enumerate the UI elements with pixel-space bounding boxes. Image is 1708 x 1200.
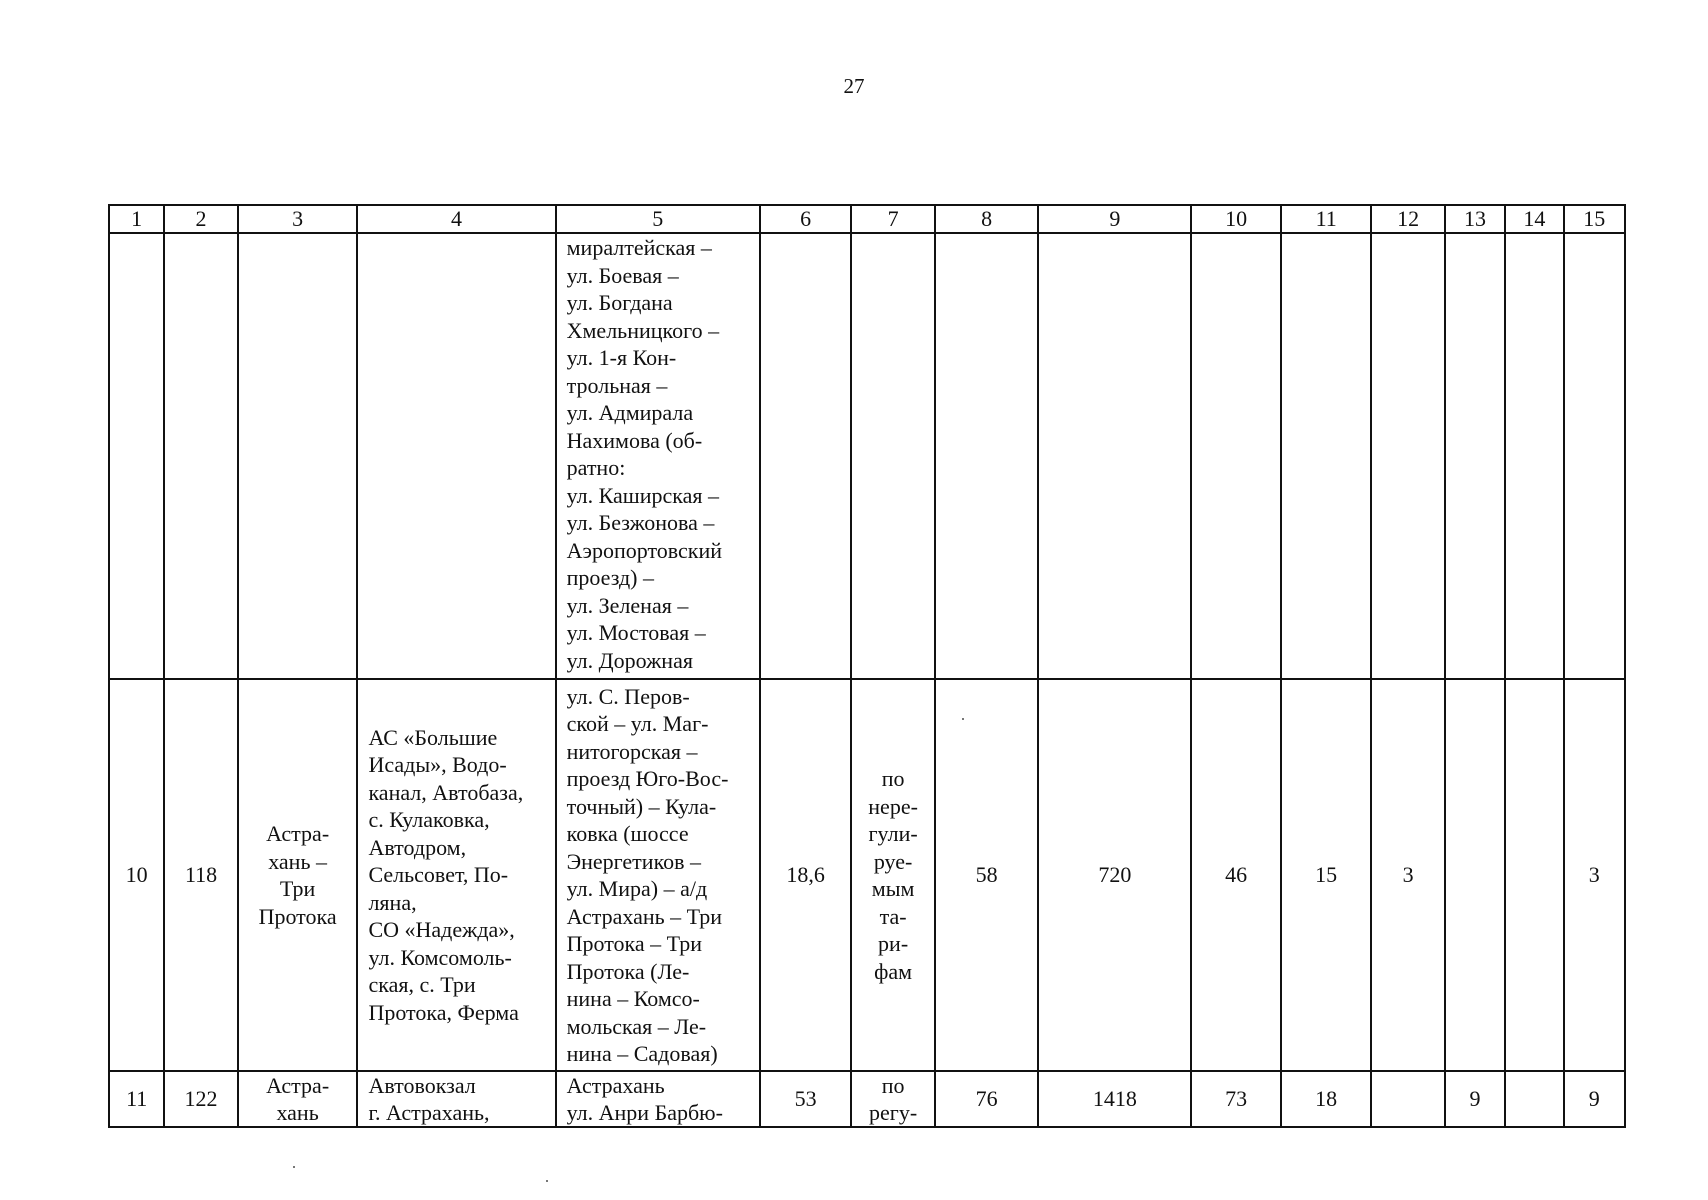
table-row [109,679,1625,1071]
scan-speck [293,1166,295,1168]
table-cell [1445,679,1505,1071]
table-cell: 46 [1191,679,1281,1071]
table-cell: 9 [1445,1071,1505,1127]
header-cell-1: 1 [109,205,164,233]
table-row-continuation [109,233,1625,679]
route-name-text: Астра- хань [266,1073,330,1125]
table-cell [1191,233,1281,679]
stops-text: Автовокзал г. Астрахань, [368,1073,490,1125]
tariff-cell [851,679,934,1071]
header-cell-9: 9 [1038,205,1191,233]
header-cell-5: 5 [556,205,760,233]
route-name-text: Астра- хань – Три Протока [258,821,337,929]
table-cell: 1418 [1038,1071,1191,1127]
route-path-cell [556,1071,760,1127]
row-number-cell: 10 [109,679,164,1071]
route-name-cell [238,1071,358,1127]
stops-cell [357,679,555,1071]
header-cell-3: 3 [238,205,358,233]
header-cell-4: 4 [357,205,555,233]
header-cell-11: 11 [1281,205,1372,233]
header-cell-15: 15 [1564,205,1625,233]
header-row [109,205,1625,233]
route-number-cell: 118 [164,679,237,1071]
table-cell [1371,233,1444,679]
route-path-cell [556,679,760,1071]
scan-speck [962,718,964,720]
route-path-cell [556,233,760,679]
header-cell-6: 6 [760,205,852,233]
table-cell: 9 [1564,1071,1625,1127]
table-cell [238,233,358,679]
tariff-text: по нере- гули- руе- мым та- ри- фам [868,766,918,984]
tariff-text: по регу- [869,1073,918,1125]
length-cell: 18,6 [760,679,852,1071]
table-row [109,1071,1625,1127]
table-cell [1505,233,1563,679]
header-cell-8: 8 [935,205,1039,233]
page-number: 27 [843,74,865,98]
route-path-text: миралтейская – ул. Боевая – ул. Богдана Хмельницкого – ул. 1-я Кон- трольная – ул. Адмирала Нахимова (об- ратно: ул. Каширская – ул. Безжонова – Аэропортовский проезд) – ул. Зеленая – ул. Мостовая – ул. Дорожная [566,235,723,673]
table-cell: 15 [1281,679,1372,1071]
table-cell [1505,1071,1563,1127]
table-cell [1371,1071,1444,1127]
table-cell: 76 [935,1071,1039,1127]
table-cell [109,233,164,679]
tariff-cell [851,1071,934,1127]
table-cell [760,233,852,679]
table-cell: 73 [1191,1071,1281,1127]
routes-table [108,204,1626,1128]
table-cell [357,233,555,679]
route-name-cell [238,679,358,1071]
length-cell: 53 [760,1071,852,1127]
route-number-cell: 122 [164,1071,237,1127]
route-path-text: Астрахань ул. Анри Барбю- [566,1073,723,1125]
stops-cell [357,1071,555,1127]
table-cell: 3 [1371,679,1444,1071]
table-cell [1445,233,1505,679]
table-cell [1281,233,1372,679]
table-cell [1505,679,1563,1071]
table-cell: 18 [1281,1071,1372,1127]
table-cell: 3 [1564,679,1625,1071]
table-cell [851,233,934,679]
header-cell-10: 10 [1191,205,1281,233]
table-cell [935,233,1039,679]
route-path-text: ул. С. Перов- ской – ул. Маг- нитогорская – проезд Юго-Вос- точный) – Кула- ковка (шоссе Энергетиков – ул. Мира) – а/д Астрахань – Три Протока – Три Протока (Ле- нина – Комсо- мольская – Ле- нина – Садовая) [566,683,729,1066]
header-cell-13: 13 [1445,205,1505,233]
table-cell [164,233,237,679]
table-cell: 58 [935,679,1039,1071]
table-cell [1564,233,1625,679]
row-number-cell: 11 [109,1071,164,1127]
scan-speck [546,1180,548,1182]
header-cell-12: 12 [1371,205,1444,233]
header-cell-14: 14 [1505,205,1563,233]
stops-text: АС «Большие Исады», Водо- канал, Автобаза, с. Кулаковка, Автодром, Сельсовет, По- ляна, СО «Надежда», ул. Комсомоль- ская, с. Три Протока, Ферма [368,724,524,1025]
table-cell [1038,233,1191,679]
table-cell: 720 [1038,679,1191,1071]
header-cell-7: 7 [851,205,934,233]
header-cell-2: 2 [164,205,237,233]
